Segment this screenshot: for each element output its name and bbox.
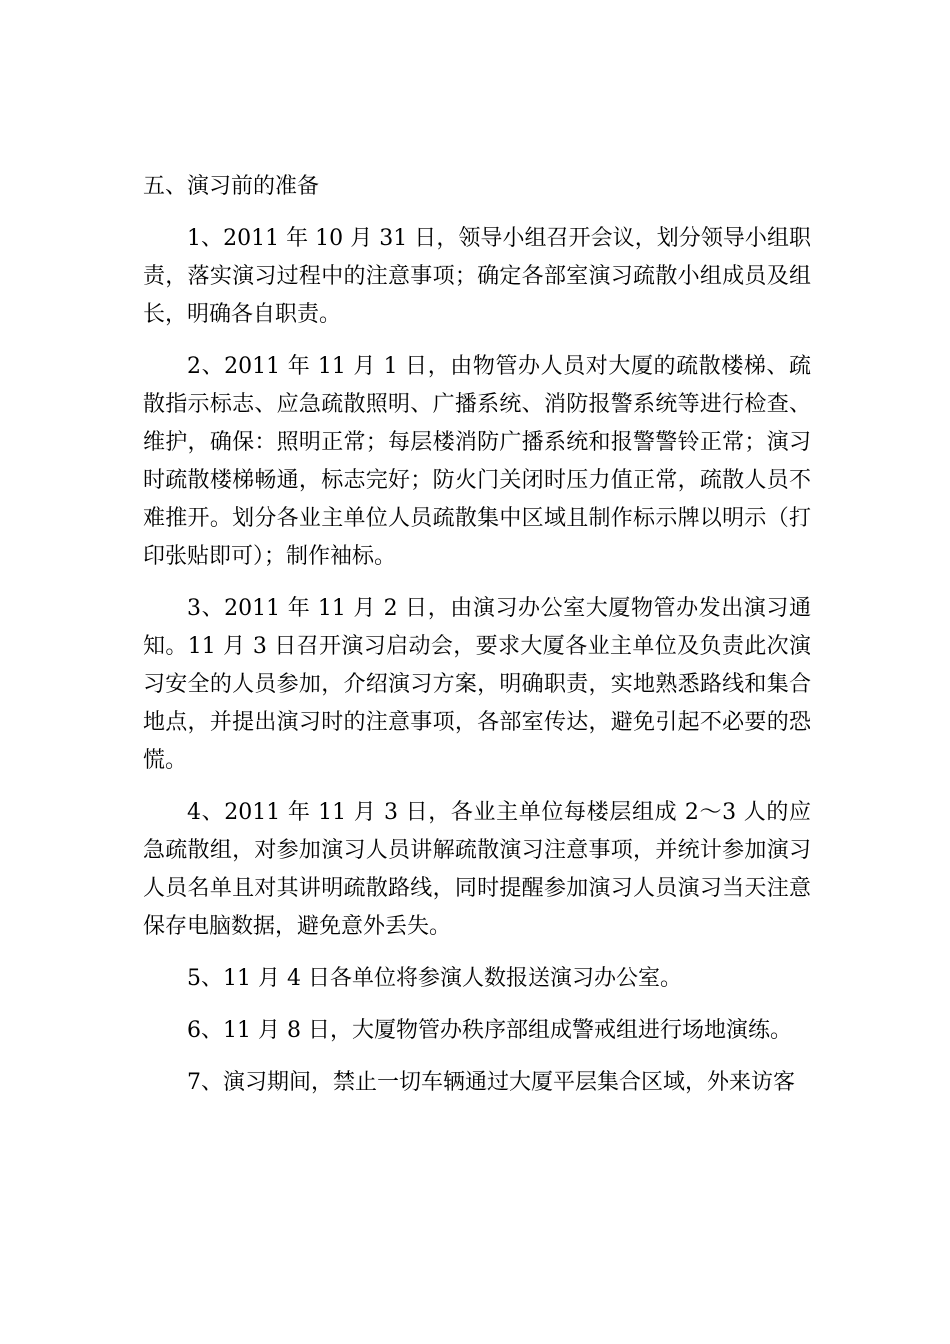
paragraph-item-2: 2、2011 年 11 月 1 日，由物管办人员对大厦的疏散楼梯、疏散指示标志、应急疏散照明、广播系统、消防报警系统等进行检查、维护，确保：照明正常；每层楼消防广播系统和报警警铃正常；演习时疏散楼梯畅通，标志完好；防火门关闭时压力值正常，疏散人员不难推开。划分各业主单位人员疏散集中区域且制作标示牌以明示（打印张贴即可）；制作袖标。 [143,354,811,569]
paragraph-item-6: 6、11 月 8 日，大厦物管办秩序部组成警戒组进行场地演练。 [187,1018,792,1043]
paragraph-item-5: 5、11 月 4 日各单位将参演人数报送演习办公室。 [187,966,682,991]
section-heading: 五、演习前的准备 [143,174,320,199]
paragraph-item-3: 3、2011 年 11 月 2 日，由演习办公室大厦物管办发出演习通知。11 月 3 日召开演习启动会，要求大厦各业主单位及负责此次演习安全的人员参加，介绍演习方案，明确职责，实地熟悉路线和集合地点，并提出演习时的注意事项，各部室传达，避免引起不必要的恐慌。 [143,596,811,773]
paragraph-item-4: 4、2011 年 11 月 3 日，各业主单位每楼层组成 2～3 人的应急疏散组，对参加演习人员讲解疏散演习注意事项，并统计参加演习人员名单且对其讲明疏散路线，同时提醒参加演习人员演习当天注意保存电脑数据，避免意外丢失。 [143,800,811,939]
paragraph-item-7: 7、演习期间，禁止一切车辆通过大厦平层集合区域，外来访客 [187,1070,795,1095]
document-body [143,168,811,1116]
paragraph-item-1: 1、2011 年 10 月 31 日，领导小组召开会议，划分领导小组职责，落实演习过程中的注意事项；确定各部室演习疏散小组成员及组长，明确各自职责。 [143,226,811,327]
